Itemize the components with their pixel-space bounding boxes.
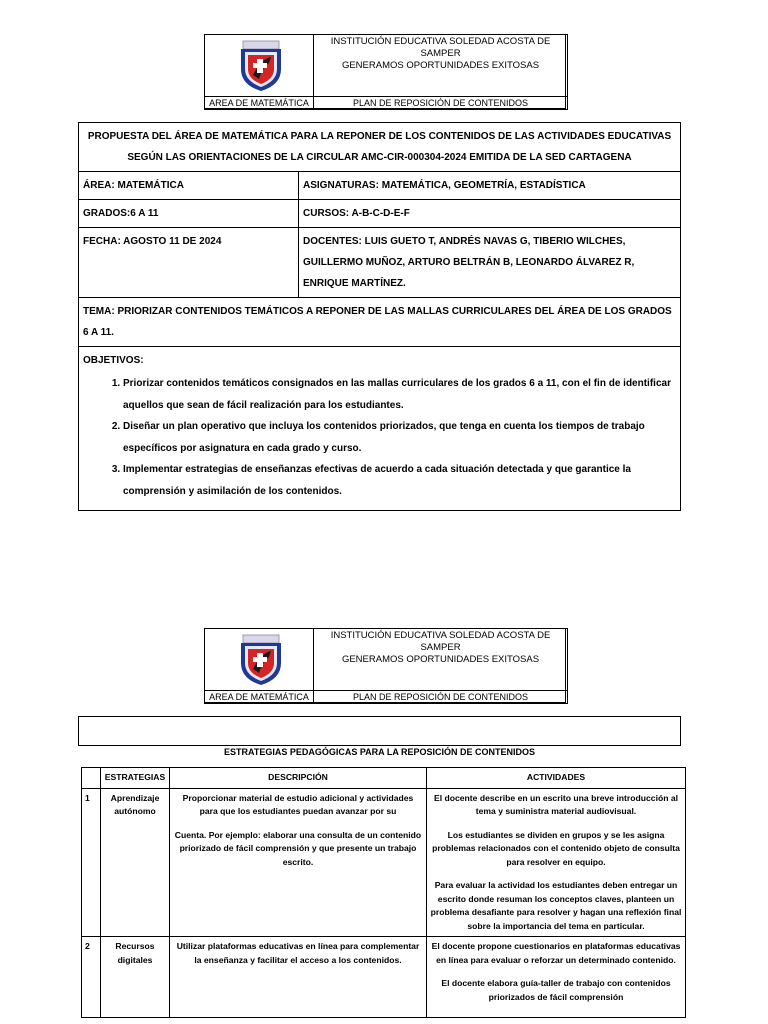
school-shield-icon — [233, 633, 289, 687]
strategies-table — [81, 767, 686, 1018]
objectives-label: OBJETIVOS: — [83, 355, 144, 366]
proposal-table — [78, 122, 681, 511]
row-number: 1 — [82, 788, 101, 937]
activity-paragraph: Para evaluar la actividad los estudiantes deben entregar un escrito donde resuman los conceptos claves, planteen un problema desafiante para resolver y hagan una reflexión final sobre la importancia del tema en particular. — [430, 880, 682, 931]
strategies-title: ESTRATEGIAS PEDAGÓGICAS PARA LA REPOSICIÓN DE CONTENIDOS — [223, 747, 536, 757]
activity-paragraph: El docente elabora guía-taller de trabajo con contenidos priorizados de fácil comprensión — [441, 978, 671, 1002]
plan-label: PLAN DE REPOSICIÓN DE CONTENIDOS — [313, 96, 568, 110]
proposal-title — [79, 123, 681, 172]
objective-item: 1. Priorizar contenidos temáticos consignados en las mallas curriculares de los grados 6 a 11, con el fin de identificar aquellos que sean de fácil realización para los estudiantes. — [123, 373, 676, 416]
area-label: AREA DE MATEMÁTICA — [204, 96, 314, 110]
strategy-description — [170, 937, 427, 1018]
topic-cell: TEMA: PRIORIZAR CONTENIDOS TEMÁTICOS A REPONER DE LAS MALLAS CURRICULARES DEL ÁREA DE LOS GRADOS 6 A 11. — [79, 298, 681, 347]
courses-cell: CURSOS: A-B-C-D-E-F — [299, 200, 681, 228]
objective-item: 3. Implementar estrategias de enseñanzas efectivas de acuerdo a cada situación detectada y que garantice la comprensión y asimilación de los contenidos. — [123, 459, 676, 502]
area-cell: ÁREA: MATEMÁTICA — [79, 172, 299, 200]
institution-info — [313, 628, 568, 691]
institution-header-1 — [204, 34, 566, 109]
institution-header-2 — [204, 628, 566, 703]
institution-motto: GENERAMOS OPORTUNIDADES EXITOSAS — [341, 654, 540, 665]
strategy-name: Recursos digitales — [101, 937, 170, 1018]
institution-info — [313, 34, 568, 97]
grades-cell: GRADOS:6 A 11 — [79, 200, 299, 228]
date-cell: FECHA: AGOSTO 11 DE 2024 — [79, 228, 299, 298]
strategy-activities — [427, 788, 686, 937]
teachers-cell: DOCENTES: LUIS GUETO T, ANDRÉS NAVAS G, TIBERIO WILCHES, GUILLERMO MUÑOZ, ARTURO BELTRÁN B, LEONARDO ÁLVAREZ R, ENRIQUE MARTÍNEZ. — [299, 228, 681, 298]
proposal-title-line2: SEGÚN LAS ORIENTACIONES DE LA CIRCULAR AMC-CIR-000304-2024 EMITIDA DE LA SED CARTAGENA — [127, 152, 632, 163]
table-row — [82, 788, 686, 937]
description-paragraph: Utilizar plataformas educativas en línea para complementar la enseñanza y facilitar el acceso a los contenidos. — [176, 941, 420, 965]
institution-motto: GENERAMOS OPORTUNIDADES EXITOSAS — [341, 60, 540, 71]
strategy-description — [170, 788, 427, 937]
proposal-title-line1: PROPUESTA DEL ÁREA DE MATEMÁTICA PARA LA REPONER DE LOS CONTENIDOS DE LAS ACTIVIDADES EDUCATIVAS — [87, 131, 672, 142]
col-number — [82, 768, 101, 789]
activity-paragraph: El docente describe en un escrito una breve introducción al tema y suministra material audiovisual. — [433, 792, 679, 816]
objectives-list — [83, 373, 676, 502]
description-paragraph: Proporcionar material de estudio adicional y actividades para que los estudiantes puedan avanzar por su — [182, 792, 414, 816]
logo-cell — [204, 34, 314, 97]
col-description: DESCRIPCIÓN — [170, 768, 427, 789]
row-number: 2 — [82, 937, 101, 1018]
plan-label: PLAN DE REPOSICIÓN DE CONTENIDOS — [313, 690, 568, 704]
area-label: AREA DE MATEMÁTICA — [204, 690, 314, 704]
institution-name: INSTITUCIÓN EDUCATIVA SOLEDAD ACOSTA DE SAMPER — [330, 36, 551, 59]
objective-item: 2. Diseñar un plan operativo que incluya los contenidos priorizados, que tenga en cuenta los tiempos de trabajo específicos por asignatura en cada grado y curso. — [123, 416, 676, 459]
empty-box — [78, 716, 681, 746]
col-activities: ACTIVIDADES — [427, 768, 686, 789]
logo-cell — [204, 628, 314, 691]
description-paragraph: Cuenta. Por ejemplo: elaborar una consulta de un contenido priorizado de fácil comprensión y que presente un trabajo escrito. — [174, 829, 422, 867]
subjects-cell: ASIGNATURAS: MATEMÁTICA, GEOMETRÍA, ESTADÍSTICA — [299, 172, 681, 200]
activity-paragraph: Los estudiantes se dividen en grupos y se les asigna problemas relacionados con el contenido objeto de consulta para resolver en equipo. — [432, 829, 680, 867]
institution-name: INSTITUCIÓN EDUCATIVA SOLEDAD ACOSTA DE SAMPER — [330, 630, 551, 653]
col-strategies: ESTRATEGIAS — [101, 768, 170, 789]
table-row — [82, 937, 686, 1018]
activity-paragraph: El docente propone cuestionarios en plataformas educativas en línea para evaluar o reforzar un determinado contenido. — [431, 941, 681, 965]
strategy-name: Aprendizaje autónomo — [101, 788, 170, 937]
objectives-cell — [79, 347, 681, 511]
school-shield-icon — [233, 39, 289, 93]
strategy-activities — [427, 937, 686, 1018]
